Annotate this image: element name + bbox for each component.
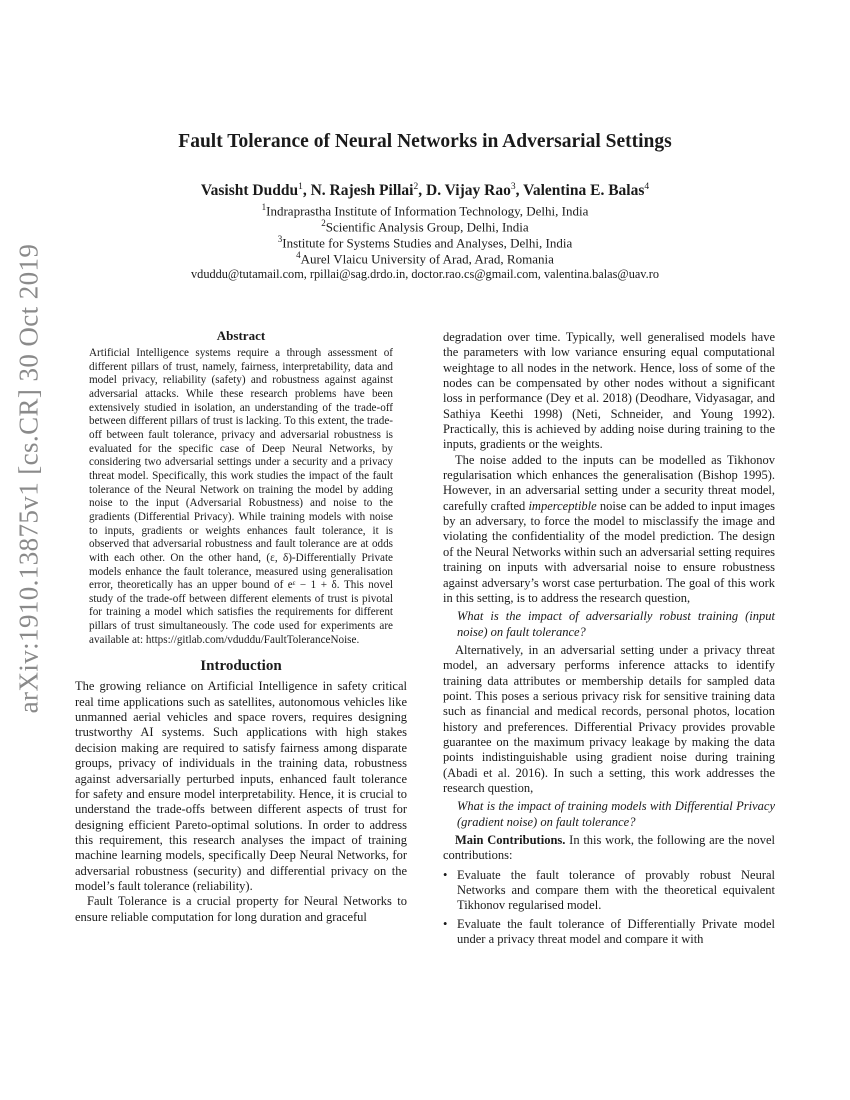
list-item-text: Evaluate the fault tolerance of provably robust Neural Networks and compare them with the theoretical equivalent Tikhonov regularised model. (457, 867, 775, 913)
paragraph-input-noise-post: noise can be added to input images by an adversary, to force the model to misclassify the image and violating the confidentiality of the model prediction. The design of the Neural Networks within such an adversarial setting requires training on inputs with adversarial noise to ensure robustness against adversary’s worst case perturbation. The goal of this work in this setting, is to address the research question, (443, 498, 776, 605)
paper-title: Fault Tolerance of Neural Networks in Adversarial Settings (178, 131, 672, 152)
author-emails: vduddu@tutamail.com, rpillai@sag.drdo.in, doctor.rao.cs@gmail.com, valentina.balas@uav.ro (191, 267, 659, 281)
affiliation-sup: 1 (261, 202, 267, 212)
affiliation-text: Scientific Analysis Group, Delhi, India (325, 219, 529, 235)
affiliation-sup: 4 (296, 250, 301, 260)
arxiv-stamp-text: arXiv:1910.13875v1 [cs.CR] 30 Oct 2019 (13, 243, 44, 713)
author-sup: 1 (298, 182, 303, 192)
author-sup: 2 (413, 182, 419, 192)
list-item (443, 868, 775, 914)
left-column (75, 328, 407, 925)
paragraph-input-noise-pre: The noise added to the inputs can be modelled as Tikhonov regularisation which enhances the generalisation (Bishop 1995). However, in an adversarial setting under a security threat model, carefully crafted (443, 452, 775, 513)
affiliation-2 (0, 218, 850, 235)
contributions-list (443, 868, 775, 948)
author-name: N. Rajesh Pillai (310, 182, 414, 200)
affiliation-4 (0, 250, 850, 267)
author-name: Vasisht Duddu (200, 182, 299, 200)
paragraph-contributions (443, 833, 775, 864)
author-name: D. Vijay Rao (426, 182, 511, 200)
bullet-icon: • (443, 867, 448, 882)
affiliation-text: Institute for Systems Studies and Analyses, Delhi, India (282, 235, 573, 251)
list-item-text: Evaluate the fault tolerance of Differentially Private model under a privacy threat model and compare it with (457, 916, 775, 947)
author-list: Vasisht Duddu$^1$, N. Rajesh Pillai$^2$, D. Vijay Rao$^3$, Valentina E. Balas$^4$ (200, 182, 650, 200)
list-item (443, 917, 775, 948)
affiliation-text: Indraprastha Institute of Information Technology, Delhi, India (266, 203, 589, 219)
affiliation-3 (0, 234, 850, 251)
affiliation-text: Aurel Vlaicu University of Arad, Arad, Romania (300, 251, 554, 267)
introduction-paragraph-2: Fault Tolerance is a crucial property for Neural Networks to ensure reliable computation for long duration and graceful (75, 894, 407, 924)
right-column (443, 330, 775, 950)
affiliation-1 (0, 202, 850, 219)
affiliation-sup: 2 (321, 218, 326, 228)
research-question-2: What is the impact of training models with Differential Privacy (gradient noise) on fault tolerance? (457, 799, 775, 829)
emphasis-imperceptible: imperceptible (528, 498, 597, 513)
paragraph-fault-tolerance: degradation over time. Typically, well generalised models have the parameters with low variance ensuring equal computational weightage to all nodes in the network. Hence, loss of some of the nodes can be compensated by other nodes without a significant loss in performance (Dey et al. 2018) (Deodhare, Vidyasagar, and Sathiya Keethi 1998) (Neti, Schneider, and Young 1992). Practically, this is achieved by adding noise during training to the inputs, gradients or the weights. (443, 330, 775, 452)
paragraph-input-noise (443, 453, 775, 606)
arxiv-stamp (13, 243, 44, 713)
introduction-heading: Introduction (200, 658, 282, 675)
affiliation-sup: 3 (277, 234, 283, 244)
paragraph-privacy: Alternatively, in an adversarial setting under a privacy threat model, an adversary performs inference attacks to identify training data attributes or membership details for sampled data point. This poses a serious privacy risk for sensitive training data such as financial and medical records, personal photos, location history and preferences. Differential Privacy provides provable guarantee on the maximum privacy leakage by making the data points indistinguishable using gradient noise during training (Abadi et al. 2016). In such a setting, this work addresses the research question, (443, 642, 775, 795)
introduction-paragraph-1: The growing reliance on Artificial Intelligence in safety critical real time applications such as satellites, autonomous vehicles like unmanned aerial vehicles and space rovers, requires designing trustworthy AI systems. Such applications with high stakes decision making are required to satisfy fairness among disparate groups, privacy of individuals in the training data, robustness against adversarially perturbed inputs, enhanced fault tolerance for safety and ensure model interpretability. Hence, it is crucial to understand the trade-offs between different aspects of trust for designing efficient Pareto-optimal solutions. In order to address this requirement, this research analyses the impact of training machine learning models, specifically Deep Neural Networks, for adversarial robustness (security) and differential privacy on the model’s fault tolerance (reliability). (75, 679, 407, 893)
bullet-icon: • (443, 916, 448, 931)
author-sup: 4 (644, 182, 650, 192)
abstract-text: Artificial Intelligence systems require a through assessment of different pillars of trust, namely, fairness, interpretability, data and model privacy, reliability (safety) and robustness against against adversarial attacks. While these research problems have been extensively studied in isolation, an understanding of the trade-off between different pillars of trust is lacking. To this extent, the trade-off between fault tolerance, privacy and adversarial robustness is evaluated for the specific case of Deep Neural Networks, by considering two adversarial settings under a security and a privacy threat model. Specifically, this work studies the impact of the fault tolerance of the Neural Network on training the model by adding noise to the input (Adversarial Robustness) and noise to the gradients (Differential Privacy). While training models with noise to inputs, gradients or weights enhances fault tolerance, it is observed that adversarial robustness and fault tolerance are at odds with each other. On the other hand, (ε, δ)-Differentially Private models enhance the fault tolerance, measured using generalisation error, theoretically has an upper bound of eᵋ − 1 + δ. This novel study of the trade-off between different elements of trust is pivotal for training a model which satisfies the requirements for different pillars of trust simultaneously. The code used for experiments are available at: https://gitlab.com/vduddu/FaultToleranceNoise. (89, 347, 393, 646)
author-sup: 3 (510, 182, 516, 192)
research-question-1: What is the impact of adversarially robust training (input noise) on fault tolerance? (457, 609, 775, 639)
abstract-heading: Abstract (216, 328, 266, 343)
contributions-heading: Main Contributions. (455, 833, 566, 847)
contributions-intro: In this work, the following are the novel contributions: (443, 833, 775, 863)
author-name: Valentina E. Balas (523, 182, 645, 200)
